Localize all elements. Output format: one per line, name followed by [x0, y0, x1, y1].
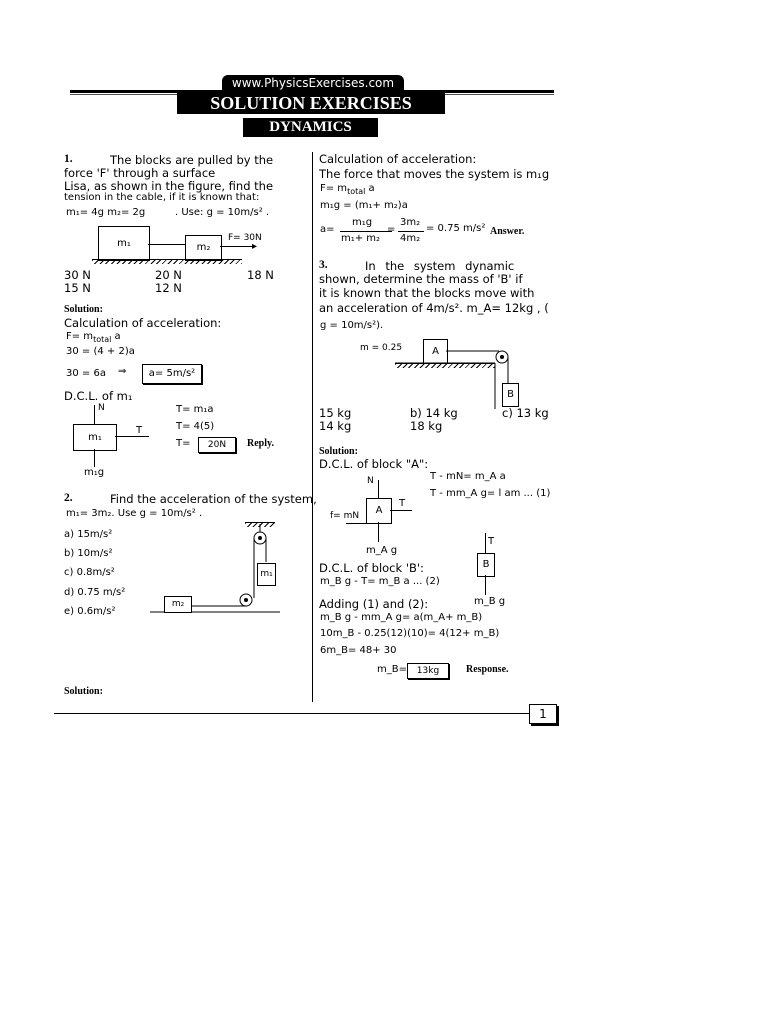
solution-label-1: Solution: — [64, 304, 103, 315]
option-c: 18 N — [247, 268, 274, 282]
fbd-weight-arrow — [94, 449, 95, 467]
option-b: 20 N — [155, 268, 182, 282]
fig3-mu-label: m = 0.25 — [360, 343, 403, 353]
p2-option-d: d) 0.75 m/s² — [64, 587, 126, 598]
p2-option-b: b) 10m/s² — [64, 548, 113, 559]
fig1-block-m1: m₁ — [98, 226, 150, 261]
eq-tension-2: T= 4(5) — [176, 421, 215, 432]
calc-acceleration-1: Calculation of acceleration: — [64, 316, 222, 330]
problem-1-text-line3: Lisa, as shown in the figure, find the — [64, 179, 274, 193]
fig2-block-m1: m₁ — [257, 563, 276, 586]
fig1-cable — [148, 244, 185, 245]
eq-a-denominator: m₁+ m₂ — [341, 233, 381, 244]
eq-30-6a: 30 = 6a — [66, 368, 106, 379]
dcl-m1-label: D.C.L. of m₁ — [64, 389, 133, 403]
fbd-tension-label: T — [136, 425, 143, 436]
solution-label-2: Solution: — [64, 686, 103, 697]
problem-1-number: 1. — [64, 153, 73, 165]
fbdA-normal-label: N — [367, 476, 374, 486]
eq-force-total-2: $F= m_{total}$ a — [320, 183, 375, 196]
force-moves-line: The force that moves the system is m₁g — [319, 167, 550, 181]
p2-option-a: a) 15m/s² — [64, 529, 113, 540]
fbdA-weight-arrow — [378, 522, 379, 542]
column-divider — [312, 152, 313, 702]
result-box-acceleration: a= 5m/s² — [142, 364, 202, 384]
problem-3-text-line3: it is known that the blocks move with — [319, 286, 535, 300]
eq-equals: = — [387, 224, 396, 235]
fbd-tension-arrow — [115, 436, 149, 437]
answer-label: Answer. — [490, 226, 525, 237]
p3-option-a: 15 kg — [319, 406, 352, 420]
footer-rule — [54, 713, 530, 714]
fig1-ground — [92, 259, 242, 264]
response-label: Response. — [466, 664, 509, 675]
dcl-B-label: D.C.L. of block 'B': — [319, 561, 424, 575]
fig3-ground — [395, 363, 495, 368]
problem-2-text: Find the acceleration of the system, — [110, 492, 317, 506]
eq-sum-2: 10m_B - 0.25(12)(10)= 4(12+ m_B) — [320, 628, 500, 639]
dcl-A-label: D.C.L. of block "A": — [319, 457, 429, 471]
p2-option-e: e) 0.6m/s² — [64, 606, 116, 617]
eq-30: 30 = (4 + 2)a — [66, 346, 135, 357]
eq-A-2: T - mm_A g= l am ... (1) — [430, 488, 551, 499]
fbdB-tension-arrow — [485, 533, 486, 553]
fbdB-block: B — [477, 553, 495, 577]
eq-sum-3: 6m_B= 48+ 30 — [320, 645, 397, 656]
problem-3-text-line5: g = 10m/s²). — [320, 320, 384, 331]
adding-label: Adding (1) and (2): — [319, 597, 429, 611]
eq-a-numerator: m₁g — [352, 217, 373, 228]
final-lhs: m_B= — [377, 664, 407, 675]
option-e: 12 N — [155, 281, 182, 295]
fbd-weight-label: m₁g — [84, 467, 105, 478]
option-a: 30 N — [64, 268, 91, 282]
p3-option-c: c) 13 kg — [502, 406, 549, 420]
fbdA-block: A — [366, 498, 392, 524]
eq-A-1: T - mN= m_A a — [430, 471, 506, 482]
eq-m1g: m₁g = (m₁+ m₂)a — [320, 200, 408, 211]
fbdB-weight-label: m_B g — [474, 596, 506, 607]
fig1-block-m2: m₂ — [185, 235, 222, 261]
p3-option-b: b) 14 kg — [410, 406, 458, 420]
result-box-tension: 20N — [198, 437, 236, 453]
problem-3-number: 3. — [319, 259, 328, 271]
fig1-force-arrow — [220, 246, 254, 247]
eq-B: m_B g - T= m_B a ... (2) — [320, 576, 440, 587]
implies-icon: ⇒ — [118, 366, 127, 377]
fbdA-tension-arrow — [390, 510, 412, 511]
problem-1-given: m₁= 4g m₂= 2g — [66, 207, 146, 218]
problem-2-given: m₁= 3m₂. Use g = 10m/s² . — [66, 508, 203, 519]
eq-a-denominator-2: 4m₂ — [400, 233, 421, 244]
eq-force-total: $F= m_{total}$ a — [66, 331, 121, 344]
problem-1-use: . Use: g = 10m/s² . — [175, 207, 270, 218]
fbdA-friction-label: f= mN — [330, 511, 360, 521]
website-url: www.PhysicsExercises.com — [222, 75, 404, 92]
fig1-force-label: F= 30N — [228, 233, 262, 243]
fbdB-tension-label: T — [488, 536, 495, 547]
page-title: SOLUTION EXERCISES — [177, 93, 445, 114]
p3-option-e: 18 kg — [410, 419, 443, 433]
eq-a-result: = 0.75 m/s² — [426, 223, 486, 234]
page-number: 1 — [529, 704, 557, 724]
eq-tension-3: T= — [176, 438, 191, 449]
fraction-bar-1 — [340, 231, 392, 232]
fbdA-weight-label: m_A g — [366, 545, 398, 556]
result-box-mass: 13kg — [407, 663, 449, 679]
fig3-track — [395, 345, 515, 415]
fbdA-friction-arrow — [346, 523, 366, 524]
problem-3-text-line2: shown, determine the mass of 'B' if — [319, 272, 523, 286]
fbdB-weight-arrow — [485, 575, 486, 595]
fbd-normal-arrow — [94, 405, 95, 425]
fraction-bar-2 — [398, 231, 424, 232]
problem-3-text-line4: an acceleration of 4m/s². m_A= 12kg , ( — [319, 301, 549, 315]
eq-a-numerator-2: 3m₂ — [400, 217, 421, 228]
fbdA-tension-label: T — [399, 498, 406, 509]
fig1-arrowhead: ▸ — [252, 241, 258, 252]
p3-option-d: 14 kg — [319, 419, 352, 433]
fbd-normal-label: N — [98, 403, 105, 413]
fig2-block-m2: m₂ — [164, 596, 192, 613]
problem-1-text-line2: force 'F' through a surface — [64, 166, 216, 180]
reply-label: Reply. — [247, 438, 274, 449]
section-title: DYNAMICS — [243, 118, 378, 137]
fbdA-normal-arrow — [378, 480, 379, 498]
fig3-block-A: A — [423, 339, 448, 364]
problem-3-text-line1: In the system dynamic — [365, 259, 515, 273]
problem-2-number: 2. — [64, 492, 73, 504]
fbd-block-m1: m₁ — [73, 424, 117, 451]
p2-option-c: c) 0.8m/s² — [64, 567, 115, 578]
eq-tension-1: T= m₁a — [176, 404, 214, 415]
eq-sum-1: m_B g - mm_A g= a(m_A+ m_B) — [320, 612, 483, 623]
problem-1-text-line4: tension in the cable, if it is known that: — [64, 192, 260, 203]
calc-acceleration-2: Calculation of acceleration: — [319, 152, 477, 166]
option-d: 15 N — [64, 281, 91, 295]
solution-label-3: Solution: — [319, 446, 358, 457]
fig3-block-B: B — [502, 383, 519, 407]
problem-1-text-line1: The blocks are pulled by the — [110, 153, 274, 167]
eq-a-label: a= — [320, 224, 335, 235]
